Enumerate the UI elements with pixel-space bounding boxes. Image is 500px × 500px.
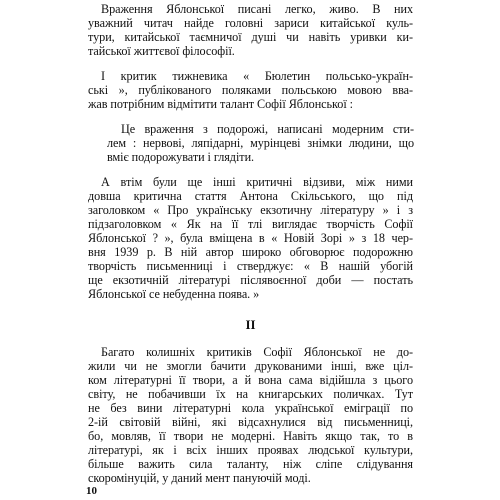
- text-line: творчість письменниці і стверджує: « В нашій убогій: [88, 259, 413, 273]
- text-line: ські », публікованого поляками польською мовою вва-: [88, 83, 413, 97]
- text-line: більше важить сила таланту, ніж сліпе слідування: [88, 457, 413, 471]
- text-line: 2-ій світовій війні, які відсахнулися від письменниці,: [88, 415, 413, 429]
- text-line: Яблонської се небуденна поява. »: [88, 287, 260, 301]
- quote-line: Це враження з подорожі, написані модерним сти-: [121, 122, 414, 136]
- text-line: тури, китайської таємничої душі чи навіть уривки ки-: [88, 30, 413, 44]
- text-line: світу, не побачивши їх на книгарських поличках. Тут: [88, 387, 413, 401]
- quote-line: вміє подорожувати і глядіти.: [107, 150, 255, 164]
- page-number: 10: [86, 485, 97, 497]
- text-line: вня 1939 р. В ній автор широко обговорює подорожню: [88, 245, 413, 259]
- text-line: Яблонської ? », була вміщена в « Новій Зорі » з 18 чер-: [88, 231, 413, 245]
- text-line: ком літературні її твори, а й вона сама відійшла з цього: [88, 373, 413, 387]
- text-line: підзаголовком « Як на її тлі виглядає творчість Софії: [88, 217, 413, 231]
- quote-line: лем : нервові, ляпідарні, мурінцеві знімки людини, що: [107, 136, 414, 150]
- text-line: Враження Яблонської писані легко, живо. В них: [101, 2, 413, 16]
- text-line: не без вини літературні кола української еміграції по: [88, 401, 413, 415]
- text-line: скоромінуцій, у даний мент пануючій моді.: [88, 471, 311, 485]
- text-line: Багато колишніх критиків Софії Яблонської не до-: [101, 345, 413, 359]
- text-line: жав потрібним відмітити талант Софії Яблонської :: [88, 97, 354, 111]
- text-line: літературі, як і всіх інших проявах людської культури,: [88, 443, 413, 457]
- text-line: жили чи не змогли бачити друкованими інші, вже ціл-: [88, 359, 413, 373]
- text-line: А втім були ще інші критичні відзиви, між ними: [101, 175, 413, 189]
- text-line: довша критична стаття Антона Скільського, що під: [88, 189, 413, 203]
- section-heading: II: [245, 317, 256, 332]
- text-line: ще екзотичній літературі післявоєнної доби — постать: [88, 273, 413, 287]
- text-line: уважний читач найде головні зариси китайської куль-: [88, 16, 413, 30]
- text-line: заголовком « Про українську екзотичну літературу » і з: [88, 203, 413, 217]
- text-line: тайської життєвої філософії.: [88, 44, 235, 58]
- text-line: І критик тижневика « Бюлетин польсько-україн-: [101, 69, 413, 83]
- text-line: бо, мовляв, її твори не модерні. Навіть якщо так, то в: [88, 429, 413, 443]
